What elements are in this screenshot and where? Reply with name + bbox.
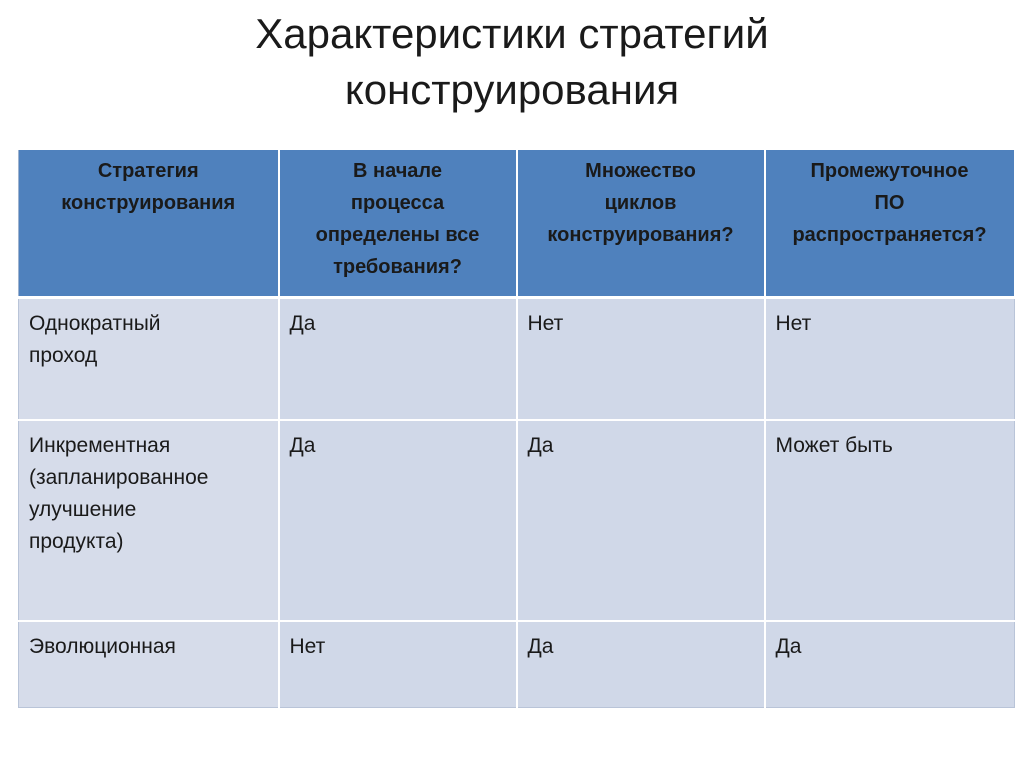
header-interim-distribution: Промежуточное ПО распространяется? xyxy=(765,149,1015,297)
cell-interim-distribution: Нет xyxy=(765,297,1015,420)
cell-strategy-name: Однократный проход xyxy=(19,297,279,420)
table-row xyxy=(19,420,1015,621)
strategy-comparison-table xyxy=(18,148,1016,708)
header-multiple-cycles: Множество циклов конструирования? xyxy=(517,149,765,297)
slide-title-line-2: конструирования xyxy=(344,66,680,113)
header-requirements-defined: В начале процесса определены все требования? xyxy=(279,149,517,297)
cell-multiple-cycles: Да xyxy=(517,621,765,707)
cell-requirements-defined: Да xyxy=(279,297,517,420)
header-strategy: Стратегия конструирования xyxy=(19,149,279,297)
table-header-row xyxy=(19,149,1015,297)
cell-requirements-defined: Да xyxy=(279,420,517,621)
table-body xyxy=(19,297,1015,708)
cell-strategy-name: Эволюционная xyxy=(19,621,279,707)
cell-strategy-name: Инкрементная (запланированное улучшение продукта) xyxy=(19,420,279,621)
strategy-table-container xyxy=(18,148,1014,708)
cell-multiple-cycles: Нет xyxy=(517,297,765,420)
cell-requirements-defined: Нет xyxy=(279,621,517,707)
slide-title-line-1: Характеристики стратегий xyxy=(255,10,769,57)
table-row xyxy=(19,621,1015,707)
table-header xyxy=(19,149,1015,297)
slide-title xyxy=(0,6,1024,118)
cell-interim-distribution: Может быть xyxy=(765,420,1015,621)
cell-interim-distribution: Да xyxy=(765,621,1015,707)
cell-multiple-cycles: Да xyxy=(517,420,765,621)
table-row xyxy=(19,297,1015,420)
